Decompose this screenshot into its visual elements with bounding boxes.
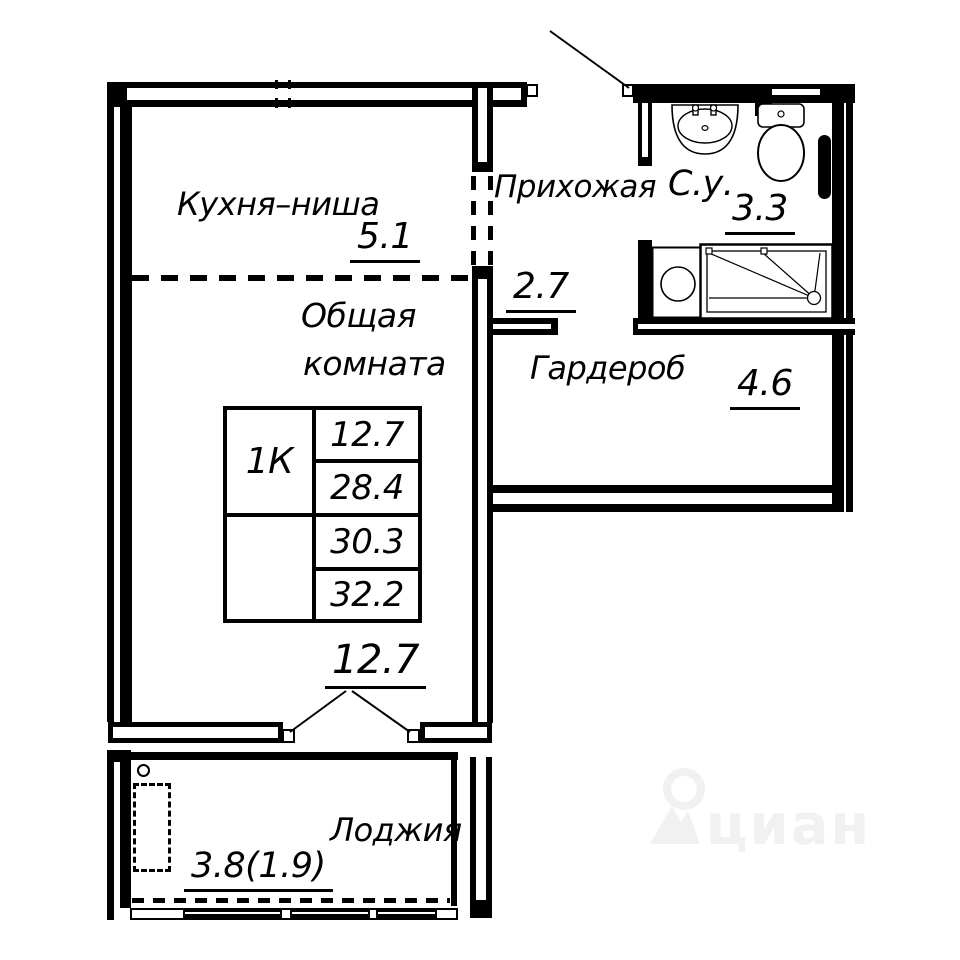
kitchen-boundary-dashed — [132, 275, 472, 281]
entrance-marker — [622, 84, 634, 97]
wall-joint-tick — [288, 98, 291, 108]
wall-segment — [472, 88, 493, 168]
wall-segment — [472, 162, 493, 172]
sink-icon — [666, 104, 744, 158]
wall-joint-tick — [275, 98, 278, 108]
window-sill — [108, 722, 283, 743]
table-area-row: 32.2 — [330, 575, 404, 615]
shower-icon — [699, 243, 834, 320]
glazing-frame — [280, 908, 292, 920]
wall-segment — [493, 485, 832, 512]
room-label-living-2: комната — [303, 344, 446, 383]
area-value: 4.6 — [730, 363, 800, 410]
glazing-panel — [185, 908, 280, 920]
wall-segment — [470, 900, 492, 918]
table-area-row: 12.7 — [330, 414, 404, 455]
room-label-bathroom: С.у. — [668, 164, 734, 204]
wall-segment — [633, 318, 855, 335]
wall-segment — [638, 240, 652, 322]
wall-segment — [846, 84, 853, 512]
glazing-frame — [435, 908, 458, 920]
table-unit-type: 1К — [245, 440, 294, 482]
glazing-panel — [292, 908, 368, 920]
room-label-kitchen: Кухня–ниша — [177, 185, 380, 223]
spec-table — [223, 406, 422, 623]
room-area-loggia — [184, 846, 333, 886]
room-area-living — [325, 637, 426, 683]
wall-segment — [493, 100, 523, 107]
wall-joint-tick — [275, 80, 278, 89]
area-value: 12.7 — [325, 637, 426, 689]
area-value: 3.3 — [725, 188, 795, 235]
opening-marker — [407, 729, 420, 743]
loggia-glazing — [130, 908, 458, 920]
room-label-wardrobe: Гардероб — [530, 349, 686, 387]
loggia-dashed-line — [132, 898, 450, 903]
room-area-bathroom — [725, 188, 795, 229]
wall-segment — [120, 103, 132, 722]
door-opening-dashed — [488, 176, 493, 266]
wall-segment — [493, 318, 558, 335]
glazing-frame — [368, 908, 378, 920]
room-area-wardrobe — [730, 363, 800, 404]
table-area-row: 28.4 — [330, 468, 404, 508]
glazing-frame — [130, 908, 185, 920]
table-area-row: 30.3 — [330, 522, 404, 562]
door-opening-dashed — [471, 176, 476, 266]
wall-segment — [472, 266, 493, 279]
loggia-dashed-box — [133, 783, 171, 872]
room-area-hallway — [506, 266, 576, 307]
wall-segment — [107, 82, 114, 722]
room-label-living-1: Общая — [301, 296, 416, 335]
washing-machine-icon — [651, 246, 702, 319]
wall-segment — [107, 82, 527, 88]
wall-segment — [120, 762, 131, 908]
wall-segment — [107, 750, 114, 920]
wall-segment — [638, 157, 652, 166]
room-area-kitchen — [350, 216, 420, 257]
toilet-icon — [752, 102, 810, 184]
wall-segment — [470, 757, 492, 905]
watermark-brand: циан — [706, 793, 872, 858]
room-label-loggia: Лоджия — [330, 811, 462, 849]
room-label-hallway: Прихожая — [494, 169, 657, 205]
area-value: 2.7 — [506, 266, 576, 313]
wall-joint-tick — [288, 80, 291, 89]
wall-segment — [638, 103, 652, 159]
wall-segment — [633, 84, 855, 103]
bathroom-door-leaf — [818, 135, 831, 199]
window-sill — [420, 722, 492, 743]
entrance-marker — [526, 84, 538, 97]
glazing-panel — [378, 908, 435, 920]
wall-core — [772, 89, 820, 95]
area-value: 5.1 — [350, 216, 420, 263]
wall-segment — [472, 279, 493, 723]
area-value: 3.8(1.9) — [184, 846, 333, 892]
wall-segment — [832, 84, 853, 103]
opening-marker — [282, 729, 295, 743]
watermark — [636, 756, 886, 866]
loggia-circle-mark — [137, 764, 150, 777]
wall-segment — [127, 100, 477, 107]
wall-segment — [130, 752, 458, 760]
